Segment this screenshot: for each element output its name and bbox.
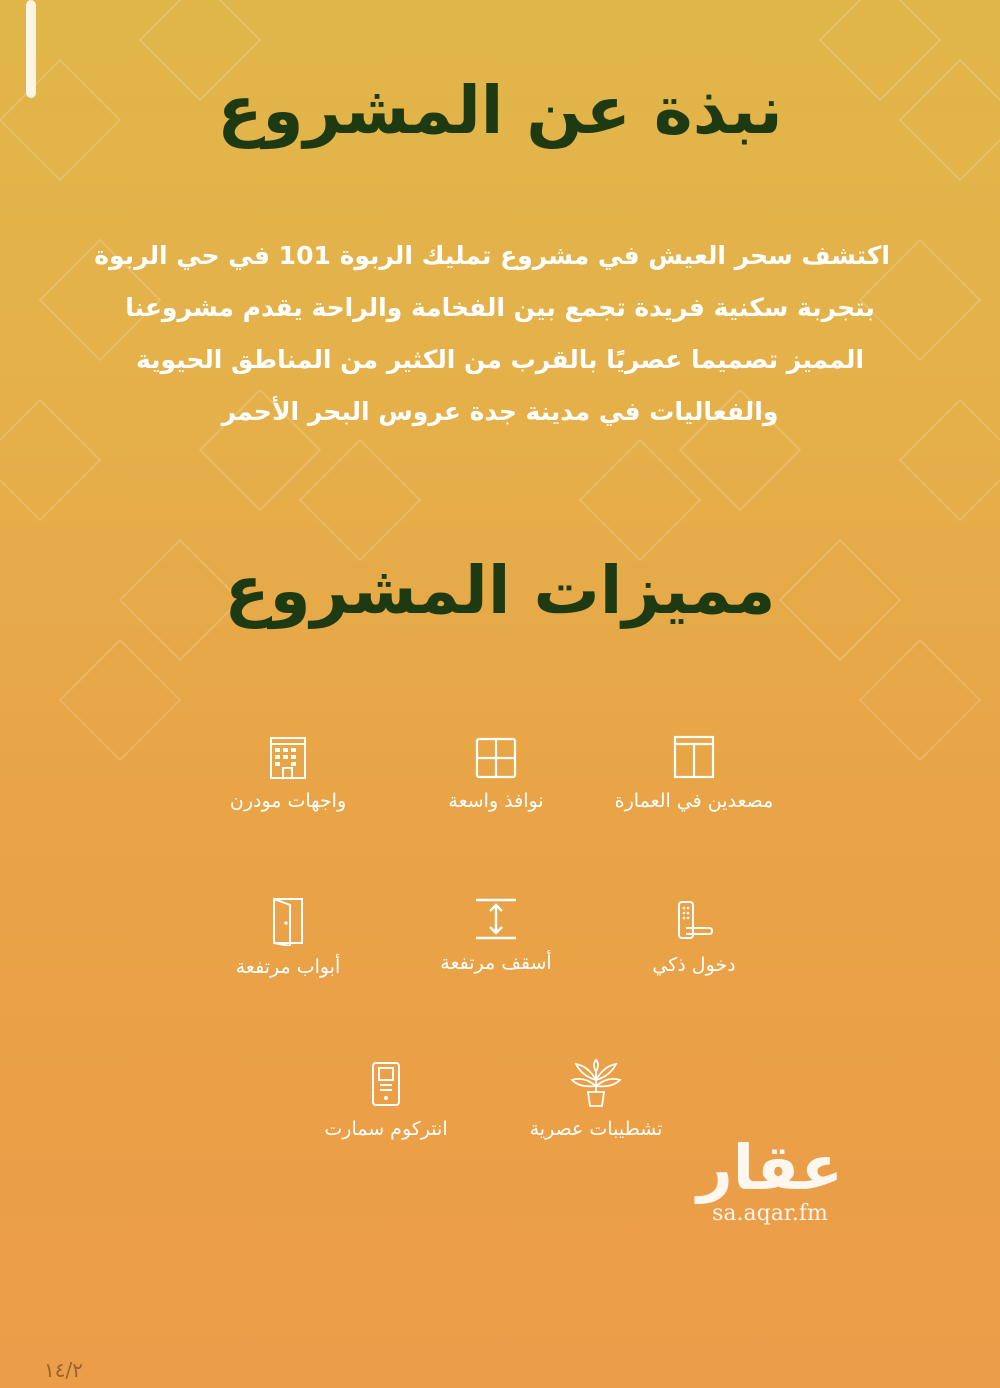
feature-facades [168, 734, 408, 812]
feature-label: انتركوم سمارت [324, 1118, 448, 1140]
about-line: المميز تصميما عصريًا بالقرب من الكثير من المناطق الحيوية [135, 345, 865, 374]
feature-high-doors [168, 896, 408, 978]
about-line: بتجربة سكنية فريدة تجمع بين الفخامة والراحة يقدم مشروعنا [125, 293, 875, 322]
ceiling-height-icon [473, 896, 519, 942]
about-paragraph [94, 230, 890, 438]
building-icon [265, 734, 311, 780]
feature-label: أسقف مرتفعة [440, 952, 552, 974]
door-icon [265, 896, 311, 946]
feature-label: تشطيبات عصرية [529, 1118, 663, 1140]
features-title: مميزات المشروع [224, 552, 776, 629]
feature-intercom [266, 1060, 506, 1140]
feature-windows [376, 736, 616, 812]
feature-high-ceilings [376, 896, 616, 974]
feature-label: دخول ذكي [652, 954, 736, 976]
feature-finishes [476, 1058, 716, 1140]
feature-label: واجهات مودرن [229, 790, 347, 812]
feature-label: مصعدين في العمارة [614, 790, 774, 812]
feature-label: أبواب مرتفعة [235, 956, 341, 978]
aqar-watermark [690, 1131, 850, 1226]
feature-label: نوافذ واسعة [448, 790, 544, 812]
about-line: اكتشف سحر العيش في مشروع تمليك الربوة 101 في حي الربوة [94, 241, 890, 270]
elevator-icon [671, 734, 717, 780]
window-icon [474, 736, 518, 780]
intercom-icon [363, 1060, 409, 1108]
page-number: ١٤/٢ [44, 1358, 83, 1382]
plant-icon [568, 1058, 624, 1108]
about-line: والفعاليات في مدينة جدة عروس البحر الأحمر [221, 397, 779, 426]
about-title: نبذة عن المشروع [217, 72, 783, 149]
aqar-logo: عقار [697, 1131, 843, 1204]
aqar-url: sa.aqar.fm [712, 1201, 828, 1226]
smart-lock-icon [671, 898, 717, 944]
